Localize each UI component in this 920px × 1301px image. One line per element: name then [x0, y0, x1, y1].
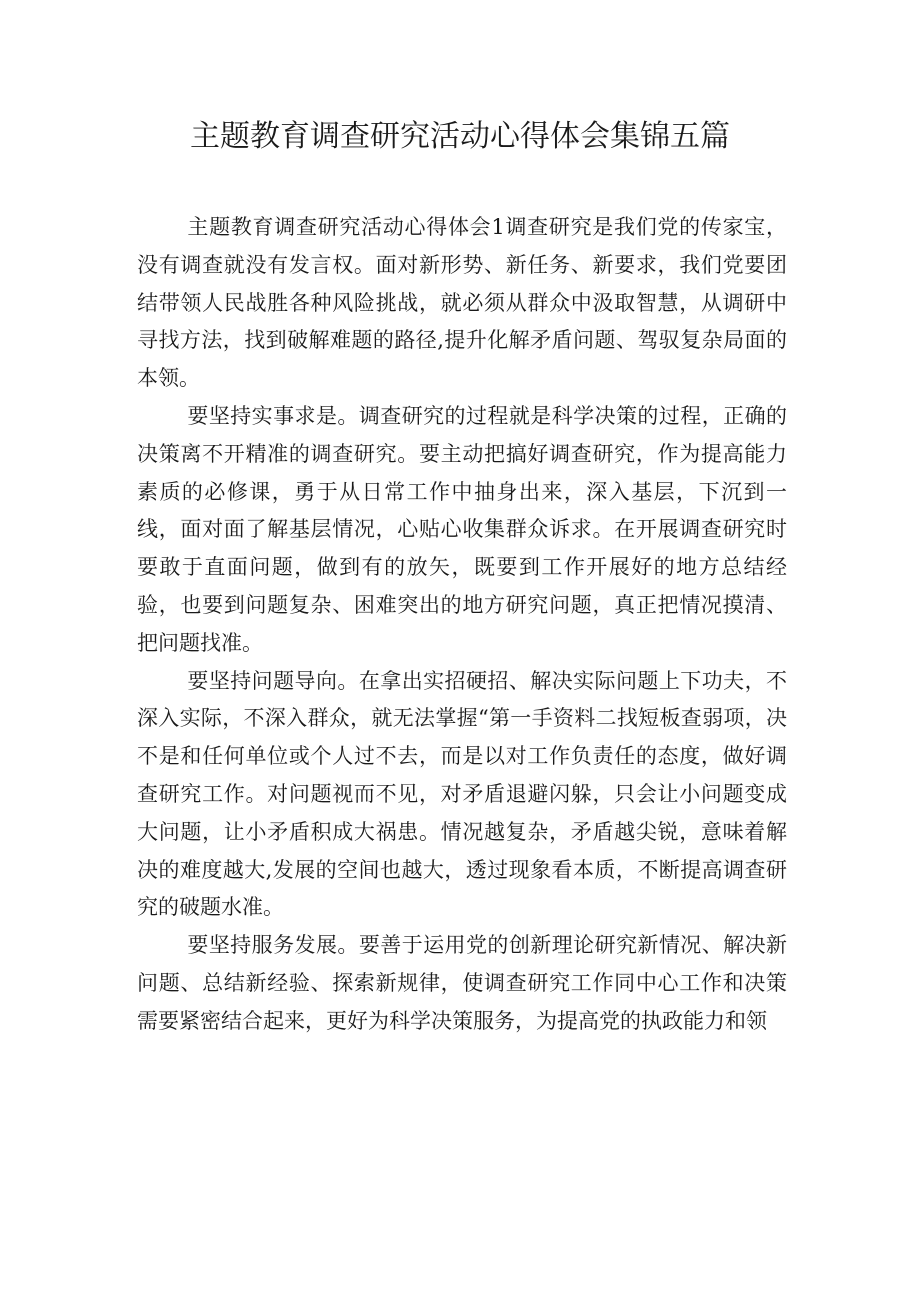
paragraph-4: 要坚持服务发展。要善于运用党的创新理论研究新情况、解决新问题、总结新经验、探索新规律，使调查研究工作同中心工作和决策需要紧密结合起来，更好为科学决策服务，为提高党的执政能力和领: [137, 933, 787, 1033]
document-body: [137, 209, 787, 1041]
document-title: 主题教育调查研究活动心得体会集锦五篇: [190, 119, 730, 154]
paragraph-3: 要坚持问题导向。在拿出实招硬招、解决实际问题上下功夫，不深入实际，不深入群众，就无法掌握“第一手资料二找短板查弱项，决不是和任何单位或个人过不去，而是以对工作负责任的态度，做好调查研究工作。对问题视而不见，对矛盾退避闪躲，只会让小问题变成大问题，让小矛盾积成大祸患。情况越复杂，矛盾越尖锐，意味着解决的难度越大,发展的空间也越大，透过现象看本质，不断提高调查研究的破题水准。: [137, 668, 787, 920]
paragraph-2: 要坚持实事求是。调查研究的过程就是科学决策的过程，正确的决策离不开精准的调查研究。要主动把搞好调查研究，作为提高能力素质的必修课，勇于从日常工作中抽身出来，深入基层，下沉到一线，面对面了解基层情况，心贴心收集群众诉求。在开展调查研究时要敢于直面问题，做到有的放矢，既要到工作开展好的地方总结经验，也要到问题复杂、困难突出的地方研究问题，真正把情况摸清、把问题找准。: [137, 403, 787, 655]
paragraph-1: 主题教育调查研究活动心得体会1调查研究是我们党的传家宝，没有调查就没有发言权。面对新形势、新任务、新要求，我们党要团结带领人民战胜各种风险挑战，就必须从群众中汲取智慧，从调研中寻找方法，找到破解难题的路径,提升化解矛盾问题、驾驭复杂局面的本领。: [137, 215, 787, 391]
